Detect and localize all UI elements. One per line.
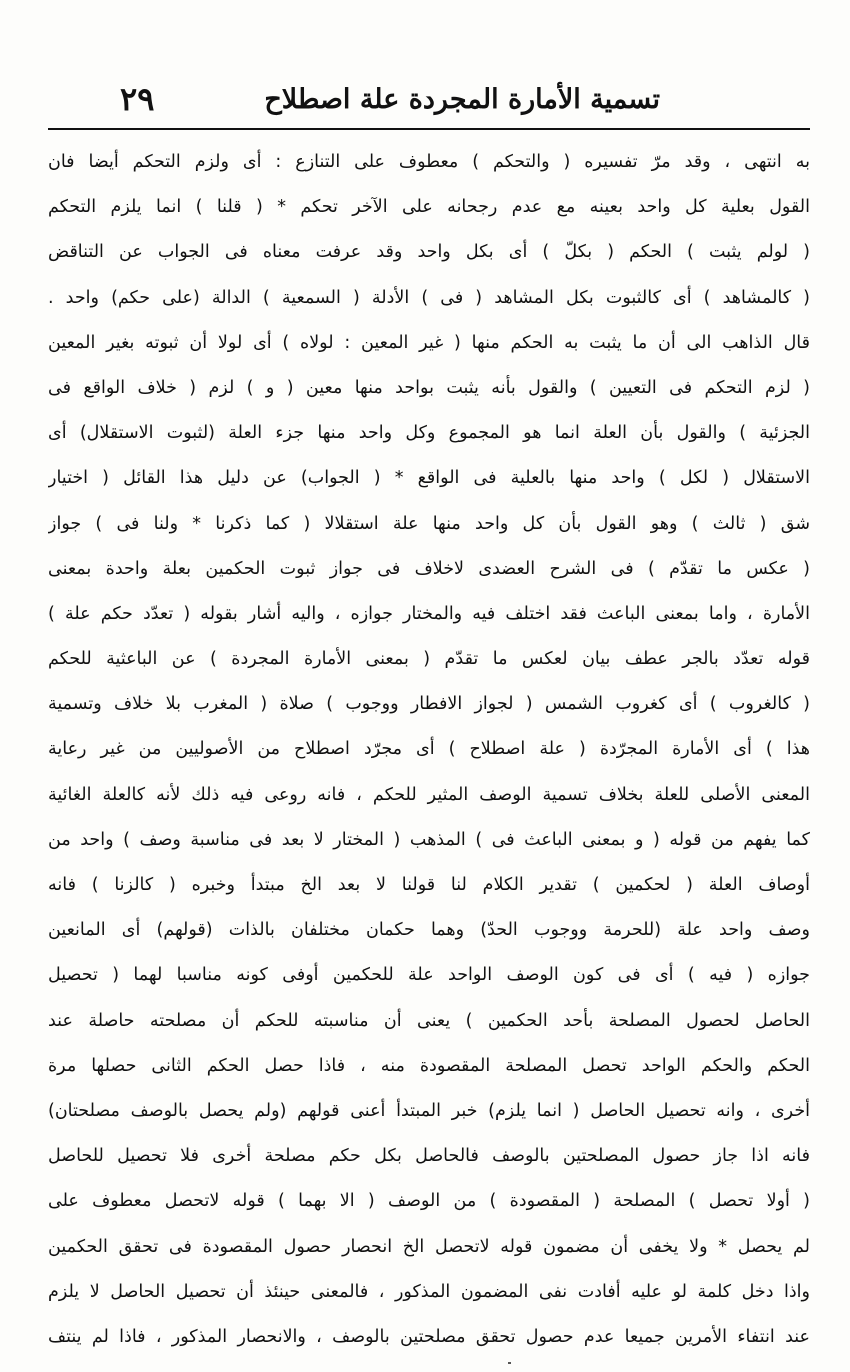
text-line: القول بعلية كل واحد بعينه مع عدم رجحانه على الآخر تحكم * ( قلنا ) انما يلزم التحكم: [48, 197, 810, 218]
text-line: كما يفهم من قوله ( و بمعنى الباعث فى ) المذهب ( المختار لا بعد فى مناسبة وصف ) واحد من: [48, 829, 810, 850]
text-line: واذا دخل كلمة لو عليه أفادت نفى المضمون المذكور ، فالمعنى حينئذ أن تحصيل الحاصل لا يلزم: [48, 1281, 810, 1302]
scan-speck: [508, 1362, 511, 1364]
text-line: فانه اذا جاز حصول المصلحتين بالوصف فالحاصل بكل حكم مصلحة أخرى فلا تحصيل للحاصل: [48, 1146, 810, 1167]
text-line: أخرى ، وانه تحصيل الحاصل ( انما يلزم) خبر المبتدأ أعنى قولهم (ولم يحصل بالوصف مصلحتان): [48, 1100, 810, 1121]
text-line: الحاصل لحصول المصلحة بأحد الحكمين ) يعنى أن مناسبته للحكم أن مصلحته حاصلة عند: [48, 1010, 810, 1031]
page-header: [48, 78, 810, 128]
text-line: الجزئية ) والقول بأن العلة انما هو المجموع وكل واحد منها جزء العلة (لثبوت الاستقلال) أى: [48, 423, 810, 444]
text-line: جوازه ( فيه ) أى فى كون الوصف الواحد علة للحكمين أوفى كونه مناسبا لهما ( تحصيل: [48, 965, 810, 986]
text-line: ( كالمشاهد ) أى كالثبوت بكل المشاهد ( فى ) الأدلة ( السمعية ) الدالة (على حكم) واحد .: [48, 287, 810, 308]
text-line: قال الذاهب الى أن ما يثبت به الحكم منها ( غير المعين : لولاه ) أى لولا أن ثبوته بغير المعين: [48, 332, 810, 353]
text-line: عند انتفاء الأمرين جميعا عدم حصول تحقق مصلحتين بالوصف ، والانحصار المذكور ، فاذا لم ينتف: [48, 1326, 810, 1347]
text-line: الحكم والحكم الواحد تحصل المصلحة المقصودة منه ، فاذا حصل الحكم الثانى حصلها مرة: [48, 1055, 810, 1076]
text-line: قوله تعدّد بالجر عطف بيان لعكس ما تقدّم ( بمعنى الأمارة المجردة ) عن الباعثية للحكم: [48, 649, 810, 670]
text-line: شق ( ثالث ) وهو القول بأن كل واحد منها علة استقلالا ( كما ذكرنا * ولنا فى ) جواز: [48, 513, 810, 534]
text-line: أوصاف العلة ( لحكمين ) تقدير الكلام لنا قولنا لا بعد الخ مبتدأ وخبره ( كالزنا ) فانه: [48, 875, 810, 895]
running-title: تسمية الأمارة المجردة علة اصطلاح: [264, 84, 660, 115]
text-line: هذا ) أى الأمارة المجرّدة ( علة اصطلاح ) أى مجرّد اصطلاح من الأصوليين من غير رعاية: [48, 739, 810, 760]
page-number: ٢٩: [120, 80, 155, 118]
text-line: ( لولم يثبت ) الحكم ( بكلّ ) أى بكل واحد وقد عرفت معناه فى الجواب عن التناقض: [48, 242, 810, 263]
text-line: الأمارة ، واما بمعنى الباعث فقد اختلف فيه والمختار جوازه ، واليه أشار بقوله ( تعدّد حكم علة ): [48, 603, 810, 624]
text-line: به انتهى ، وقد مرّ تفسيره ( والتحكم ) معطوف على التنازع : أى ولزم التحكم أيضا فان: [48, 152, 810, 172]
text-line: ( كالغروب ) أى كغروب الشمس ( لجواز الافطار ووجوب ) صلاة ( المغرب بلا خلاف وتسمية: [48, 694, 810, 715]
text-line: ( أولا تحصل ) المصلحة ( المقصودة ) من الوصف ( الا بهما ) قوله لاتحصل معطوف على: [48, 1191, 810, 1212]
text-line: وصف واحد علة (للحرمة ووجوب الحدّ) وهما حكمان مختلفان بالذات (قولهم) أى المانعين: [48, 920, 810, 941]
text-line: ( لزم التحكم فى التعيين ) والقول بأنه يثبت بواحد منها معين ( و ) لزم ( خلاف الواقع فى: [48, 377, 810, 398]
text-line: لم يحصل * ولا يخفى أن مضمون قوله لاتحصل الخ انحصار حصول المقصودة فى تحقق الحكمين: [48, 1236, 810, 1257]
text-line: المعنى الأصلى للعلة بخلاف تسمية الوصف المثير للحكم ، فانه روعى فيه ذلك لأنه كالعلة الغائية: [48, 784, 810, 805]
body-text: [48, 140, 810, 1360]
text-line: ( عكس ما تقدّم ) فى الشرح العضدى لاخلاف فى جواز ثبوت الحكمين بعلة واحدة بمعنى: [48, 558, 810, 579]
header-rule: [48, 128, 810, 130]
text-line: الاستقلال ( لكل ) واحد منها بالعلية فى الواقع * ( الجواب) عن دليل هذا القائل ( اختيار: [48, 468, 810, 489]
